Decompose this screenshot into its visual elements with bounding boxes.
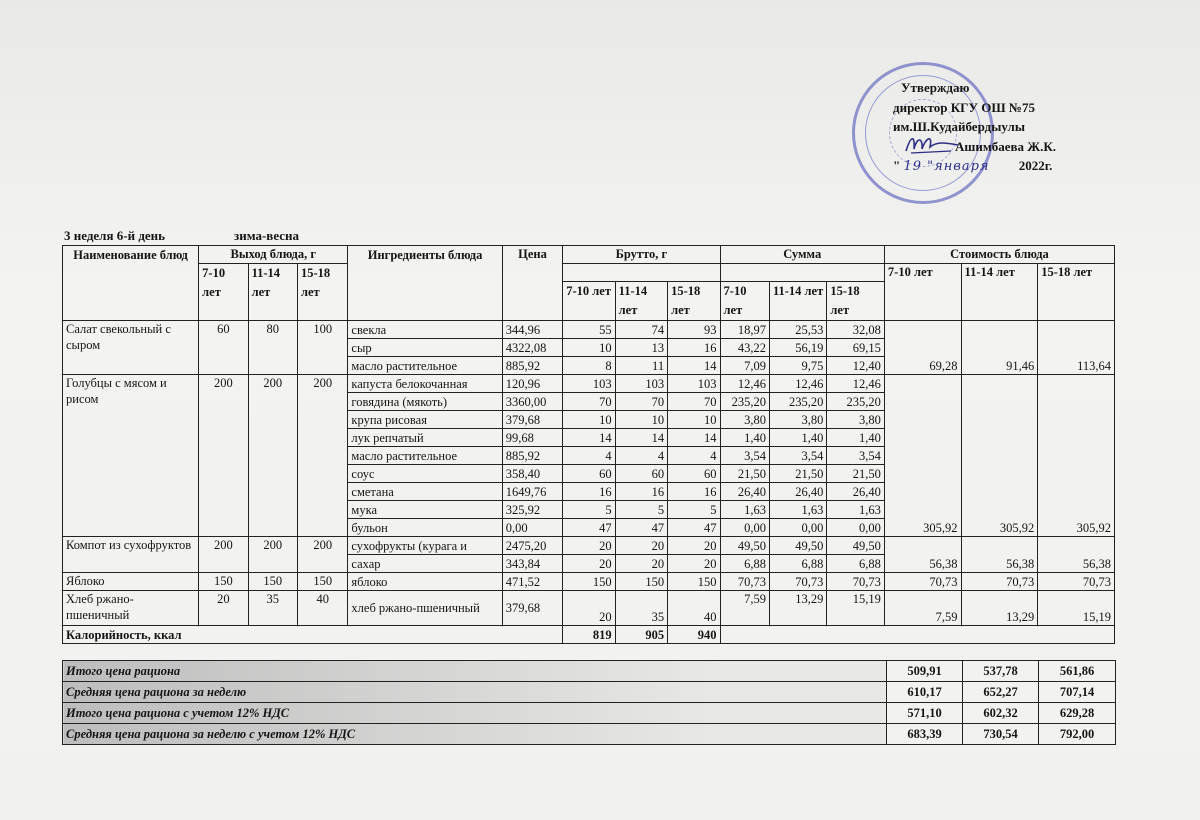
ingredient-sum: 21,50 [827, 465, 884, 483]
ingredient-brutto: 10 [563, 411, 615, 429]
ingredient-name: соус [348, 465, 502, 483]
header-cost: Стоимость блюда [884, 246, 1114, 264]
ingredient-brutto: 103 [615, 375, 667, 393]
dish-cost: 15,19 [1038, 591, 1115, 626]
ingredient-sum: 1,40 [769, 429, 826, 447]
dish-cost: 56,38 [961, 537, 1038, 573]
ingredient-sum: 1,63 [720, 501, 769, 519]
ingredient-sum: 12,46 [720, 375, 769, 393]
ingredient-brutto: 20 [563, 537, 615, 555]
ingredient-sum: 1,40 [720, 429, 769, 447]
dish-name: Компот из сухофруктов [63, 537, 199, 573]
ingredient-brutto: 4 [615, 447, 667, 465]
ingredient-brutto: 47 [563, 519, 615, 537]
ingredient-name: мука [348, 501, 502, 519]
totals-value: 537,78 [963, 661, 1039, 682]
approval-date-handwritten: 19 "января [903, 159, 990, 174]
ingredient-brutto: 14 [563, 429, 615, 447]
dish-cost: 7,59 [884, 591, 961, 626]
ingredient-price: 1649,76 [502, 483, 563, 501]
approval-line-3: им.Ш.Кудайбердыулы [893, 119, 1025, 134]
dish-output: 20 [199, 591, 248, 626]
dish-output: 150 [248, 573, 297, 591]
totals-value: 730,54 [963, 724, 1039, 745]
header-ingredients: Ингредиенты блюда [348, 246, 502, 321]
approval-block [893, 78, 1056, 177]
ingredient-brutto: 10 [668, 411, 720, 429]
ingredient-sum: 3,80 [720, 411, 769, 429]
ingredient-sum: 235,20 [827, 393, 884, 411]
ingredient-brutto: 60 [668, 465, 720, 483]
week-day-label: 3 неделя 6-й день [64, 228, 166, 243]
ingredient-sum: 3,80 [769, 411, 826, 429]
ingredient-sum: 12,40 [827, 357, 884, 375]
header-brutto-age3: 15-18 лет [668, 282, 720, 321]
dish-cost: 305,92 [961, 375, 1038, 537]
ingredient-brutto: 103 [668, 375, 720, 393]
totals-row [63, 682, 1116, 703]
ingredient-sum: 32,08 [827, 321, 884, 339]
ingredient-brutto: 20 [668, 537, 720, 555]
ingredient-brutto: 5 [563, 501, 615, 519]
approval-line-2: директор КГУ ОШ №75 [893, 99, 1035, 115]
dish-cost: 113,64 [1038, 321, 1115, 375]
ingredient-sum: 13,29 [769, 591, 826, 626]
ingredient-name: сухофрукты (курага и [348, 537, 502, 555]
dish-output: 200 [199, 375, 248, 537]
ingredient-name: яблоко [348, 573, 502, 591]
signature-icon [903, 131, 961, 157]
table-row [63, 375, 1115, 393]
ingredient-price: 379,68 [502, 591, 563, 626]
approval-line-1: Утверждаю [901, 80, 970, 95]
ingredient-sum: 3,54 [769, 447, 826, 465]
totals-label: Итого цена рациона [63, 661, 887, 682]
ingredient-brutto: 14 [668, 429, 720, 447]
ingredient-brutto: 14 [668, 357, 720, 375]
ingredient-sum: 12,46 [827, 375, 884, 393]
ingredient-sum: 15,19 [827, 591, 884, 626]
ingredient-name: сыр [348, 339, 502, 357]
header-output-age1: 7-10 лет [199, 264, 248, 321]
ingredient-name: сметана [348, 483, 502, 501]
ingredient-brutto: 4 [668, 447, 720, 465]
ingredient-price: 344,96 [502, 321, 563, 339]
ingredient-brutto: 10 [615, 411, 667, 429]
calories-value: 940 [668, 626, 720, 644]
ingredient-brutto: 20 [563, 555, 615, 573]
dish-output: 200 [248, 375, 297, 537]
ingredient-brutto: 55 [563, 321, 615, 339]
approval-date-suffix: 2022г. [1018, 158, 1053, 173]
header-output: Выход блюда, г [199, 246, 348, 264]
dish-output: 150 [297, 573, 347, 591]
calories-label: Калорийность, ккал [63, 626, 563, 644]
ingredient-brutto: 74 [615, 321, 667, 339]
dish-name: Хлеб ржано-пшеничный [63, 591, 199, 626]
ingredient-sum: 49,50 [720, 537, 769, 555]
ingredient-brutto: 20 [615, 537, 667, 555]
header-spacer [720, 264, 884, 282]
ingredient-price: 325,92 [502, 501, 563, 519]
ingredient-brutto: 16 [563, 483, 615, 501]
ingredient-price: 358,40 [502, 465, 563, 483]
calories-value: 905 [615, 626, 667, 644]
ingredient-brutto: 5 [668, 501, 720, 519]
ingredient-sum: 21,50 [720, 465, 769, 483]
ingredient-brutto: 16 [668, 483, 720, 501]
totals-label: Средняя цена рациона за неделю [63, 682, 887, 703]
dish-cost: 70,73 [961, 573, 1038, 591]
approval-line-4: Ашимбаева Ж.К. [955, 138, 1057, 154]
dish-cost: 13,29 [961, 591, 1038, 626]
ingredient-brutto: 10 [563, 339, 615, 357]
header-cost-age2: 11-14 лет [961, 264, 1038, 321]
menu-heading [64, 228, 300, 244]
ingredient-sum: 1,63 [827, 501, 884, 519]
totals-row [63, 703, 1116, 724]
ingredient-sum: 56,19 [769, 339, 826, 357]
header-brutto: Брутто, г [563, 246, 720, 264]
dish-name: Голубцы с мясом и рисом [63, 375, 199, 537]
ingredient-price: 3360,00 [502, 393, 563, 411]
ingredient-brutto: 103 [563, 375, 615, 393]
ingredient-sum: 3,80 [827, 411, 884, 429]
dish-name: Салат свекольный с сыром [63, 321, 199, 375]
table-row [63, 573, 1115, 591]
ingredient-brutto: 150 [668, 573, 720, 591]
totals-value: 610,17 [887, 682, 963, 703]
ingredient-name: хлеб ржано-пшеничный [348, 591, 502, 626]
ingredient-brutto: 16 [668, 339, 720, 357]
ingredient-brutto: 150 [615, 573, 667, 591]
ingredient-sum: 0,00 [827, 519, 884, 537]
ingredient-brutto: 20 [668, 555, 720, 573]
header-cost-age1: 7-10 лет [884, 264, 961, 321]
ingredient-brutto: 16 [615, 483, 667, 501]
header-dish-name: Наименование блюд [63, 246, 199, 321]
totals-row [63, 661, 1116, 682]
header-output-age2: 11-14 лет [248, 264, 297, 321]
ingredient-brutto: 11 [615, 357, 667, 375]
header-sum-age1: 7-10 лет [720, 282, 769, 321]
totals-value: 683,39 [887, 724, 963, 745]
ingredient-price: 0,00 [502, 519, 563, 537]
ingredient-brutto: 5 [615, 501, 667, 519]
ingredient-name: лук репчатый [348, 429, 502, 447]
dish-name: Яблоко [63, 573, 199, 591]
ingredient-name: капуста белокочанная [348, 375, 502, 393]
dish-output: 40 [297, 591, 347, 626]
ingredient-brutto: 40 [668, 591, 720, 626]
ingredient-sum: 235,20 [720, 393, 769, 411]
ingredient-brutto: 60 [615, 465, 667, 483]
ingredient-brutto: 70 [668, 393, 720, 411]
calories-value: 819 [563, 626, 615, 644]
totals-label: Средняя цена рациона за неделю с учетом 12% НДС [63, 724, 887, 745]
totals-value: 509,91 [887, 661, 963, 682]
ingredient-sum: 43,22 [720, 339, 769, 357]
ingredient-sum: 7,09 [720, 357, 769, 375]
ingredient-sum: 1,40 [827, 429, 884, 447]
ingredient-sum: 1,63 [769, 501, 826, 519]
dish-cost: 56,38 [1038, 537, 1115, 573]
totals-label: Итого цена рациона с учетом 12% НДС [63, 703, 887, 724]
ingredient-brutto: 93 [668, 321, 720, 339]
dish-output: 80 [248, 321, 297, 375]
dish-output: 200 [199, 537, 248, 573]
ingredient-brutto: 35 [615, 591, 667, 626]
table-row [63, 591, 1115, 626]
approval-date-prefix: " [893, 158, 901, 173]
header-brutto-age2: 11-14 лет [615, 282, 667, 321]
dish-output: 150 [199, 573, 248, 591]
ingredient-name: крупа рисовая [348, 411, 502, 429]
ingredient-price: 885,92 [502, 357, 563, 375]
ingredient-sum: 235,20 [769, 393, 826, 411]
dish-output: 200 [297, 537, 347, 573]
ingredient-sum: 70,73 [720, 573, 769, 591]
ingredient-price: 4322,08 [502, 339, 563, 357]
ingredient-sum: 0,00 [769, 519, 826, 537]
ingredient-brutto: 70 [563, 393, 615, 411]
ingredient-sum: 70,73 [769, 573, 826, 591]
ingredient-brutto: 70 [615, 393, 667, 411]
totals-value: 707,14 [1039, 682, 1116, 703]
ingredient-brutto: 150 [563, 573, 615, 591]
table-row [63, 321, 1115, 339]
totals-table [62, 660, 1116, 745]
header-brutto-age1: 7-10 лет [563, 282, 615, 321]
ingredient-sum: 6,88 [769, 555, 826, 573]
ingredient-sum: 49,50 [769, 537, 826, 555]
ingredient-sum: 3,54 [720, 447, 769, 465]
dish-cost: 305,92 [884, 375, 961, 537]
header-sum-age2: 11-14 лет [769, 282, 826, 321]
ingredient-price: 2475,20 [502, 537, 563, 555]
totals-value: 792,00 [1039, 724, 1116, 745]
dish-output: 200 [297, 375, 347, 537]
ingredient-sum: 6,88 [720, 555, 769, 573]
ingredient-price: 343,84 [502, 555, 563, 573]
ingredient-name: масло растительное [348, 357, 502, 375]
ingredient-price: 379,68 [502, 411, 563, 429]
ingredient-name: говядина (мякоть) [348, 393, 502, 411]
ingredient-brutto: 13 [615, 339, 667, 357]
ingredient-sum: 26,40 [720, 483, 769, 501]
ingredient-brutto: 8 [563, 357, 615, 375]
ingredient-sum: 6,88 [827, 555, 884, 573]
ingredient-sum: 69,15 [827, 339, 884, 357]
ingredient-brutto: 20 [615, 555, 667, 573]
ingredient-sum: 12,46 [769, 375, 826, 393]
dish-cost: 69,28 [884, 321, 961, 375]
ingredient-sum: 18,97 [720, 321, 769, 339]
totals-value: 629,28 [1039, 703, 1116, 724]
header-cost-age3: 15-18 лет [1038, 264, 1115, 321]
ingredient-name: бульон [348, 519, 502, 537]
header-sum: Сумма [720, 246, 884, 264]
ingredient-brutto: 14 [615, 429, 667, 447]
ingredient-brutto: 47 [668, 519, 720, 537]
dish-cost: 56,38 [884, 537, 961, 573]
dish-output: 35 [248, 591, 297, 626]
ingredient-sum: 7,59 [720, 591, 769, 626]
header-sum-age3: 15-18 лет [827, 282, 884, 321]
dish-cost: 305,92 [1038, 375, 1115, 537]
menu-table [62, 245, 1115, 644]
dish-cost: 70,73 [1038, 573, 1115, 591]
ingredient-brutto: 4 [563, 447, 615, 465]
ingredient-sum: 9,75 [769, 357, 826, 375]
totals-value: 571,10 [887, 703, 963, 724]
ingredient-sum: 49,50 [827, 537, 884, 555]
ingredient-sum: 26,40 [827, 483, 884, 501]
ingredient-sum: 26,40 [769, 483, 826, 501]
ingredient-sum: 3,54 [827, 447, 884, 465]
ingredient-brutto: 60 [563, 465, 615, 483]
ingredient-sum: 70,73 [827, 573, 884, 591]
totals-value: 602,32 [963, 703, 1039, 724]
ingredient-name: масло растительное [348, 447, 502, 465]
dish-cost: 91,46 [961, 321, 1038, 375]
table-row [63, 537, 1115, 555]
totals-value: 561,86 [1039, 661, 1116, 682]
season-label: зима-весна [234, 228, 300, 243]
ingredient-sum: 25,53 [769, 321, 826, 339]
ingredient-price: 471,52 [502, 573, 563, 591]
dish-cost: 70,73 [884, 573, 961, 591]
dish-output: 100 [297, 321, 347, 375]
ingredient-price: 885,92 [502, 447, 563, 465]
approval-date-line [893, 156, 1056, 177]
dish-output: 200 [248, 537, 297, 573]
calories-row [63, 626, 1115, 644]
ingredient-sum: 0,00 [720, 519, 769, 537]
dish-output: 60 [199, 321, 248, 375]
header-output-age3: 15-18 лет [297, 264, 347, 321]
totals-value: 652,27 [963, 682, 1039, 703]
ingredient-price: 120,96 [502, 375, 563, 393]
ingredient-brutto: 47 [615, 519, 667, 537]
totals-row [63, 724, 1116, 745]
header-price: Цена [502, 246, 563, 321]
header-spacer [563, 264, 720, 282]
ingredient-price: 99,68 [502, 429, 563, 447]
calories-blank [720, 626, 1114, 644]
ingredient-brutto: 20 [563, 591, 615, 626]
ingredient-sum: 21,50 [769, 465, 826, 483]
ingredient-name: сахар [348, 555, 502, 573]
ingredient-name: свекла [348, 321, 502, 339]
